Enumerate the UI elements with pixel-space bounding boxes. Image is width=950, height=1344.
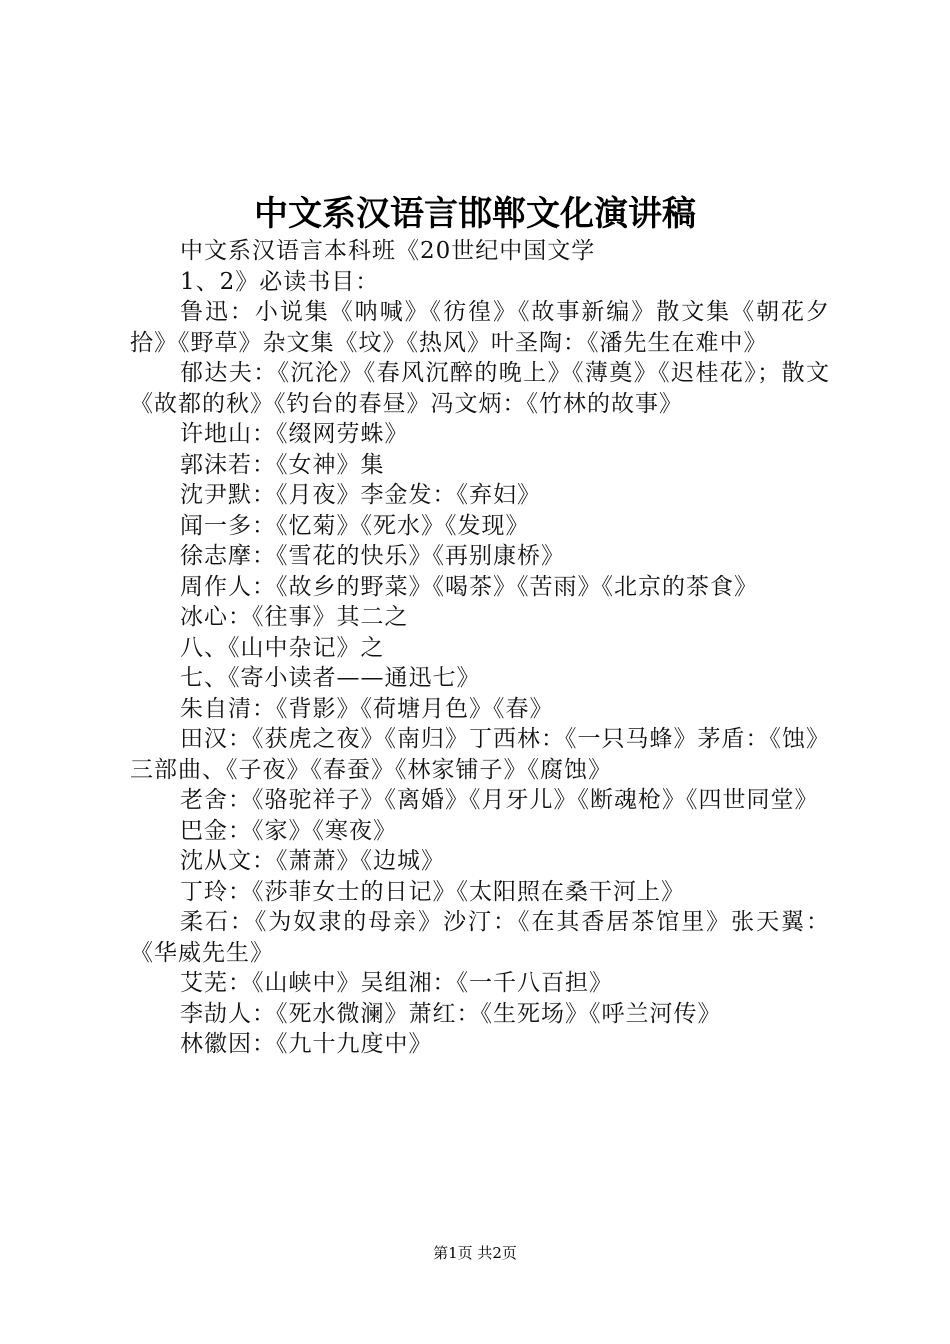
paragraph: 朱自清：《背影》《荷塘月色》《春》: [180, 695, 554, 722]
paragraph: 闻一多：《忆菊》《死水》《发现》: [180, 512, 530, 539]
paragraph: 林徽因：《九十九度中》: [180, 1031, 433, 1057]
paragraph: 郁达夫：《沉沦》《春风沉醉的晚上》《薄奠》《迟桂花》；散文《故都的秋》《钓台的春昼》冯文炳：《竹林的故事》: [130, 360, 830, 417]
page-footer: 第1页 共2页: [433, 1244, 517, 1262]
paragraph: 八、《山中杂记》之: [180, 634, 385, 661]
paragraph: 鲁迅：小说集《呐喊》《彷徨》《故事新编》散文集《朝花夕拾》《野草》杂文集《坟》《热风》叶圣陶：《潘先生在难中》: [130, 299, 830, 356]
paragraph: 艾芜：《山峡中》吴组湘：《一千八百担》: [180, 970, 613, 996]
paragraph: 周作人：《故乡的野菜》《喝茶》《苦雨》《北京的茶食》: [180, 573, 758, 600]
paragraph: 郭沫若：《女神》集: [180, 451, 385, 478]
page-title: 中文系汉语言邯郸文化演讲稿: [254, 194, 696, 234]
paragraph: 沈从文：《萧萧》《边城》: [180, 848, 445, 874]
paragraph: 冰心：《往事》其二之: [180, 604, 409, 630]
paragraph: 老舍：《骆驼祥子》《离婚》《月牙儿》《断魂枪》《四世同堂》: [180, 787, 819, 813]
paragraph: 柔石：《为奴隶的母亲》沙汀：《在其香居茶馆里》张天翼：《华威先生》: [130, 909, 830, 966]
paragraph: 许地山：《缀网劳蛛》: [180, 421, 409, 447]
paragraph: 沈尹默：《月夜》李金发：《弃妇》: [180, 482, 541, 508]
paragraph: 丁玲：《莎菲女士的日记》《太阳照在桑干河上》: [180, 878, 685, 905]
paragraph: 七、《寄小读者——通迅七》: [180, 665, 481, 691]
paragraph: 1、2》必读书目：: [180, 268, 380, 295]
paragraph: 李劼人：《死水微澜》萧红：《生死场》《呼兰河传》: [180, 1000, 722, 1027]
document-body: [130, 236, 830, 1060]
paragraph: 中文系汉语言本科班《20世纪中国文学: [180, 238, 596, 264]
paragraph: 徐志摩：《雪花的快乐》《再别康桥》: [180, 543, 565, 569]
paragraph: 田汉：《获虎之夜》《南归》丁西林：《一只马蜂》茅盾：《蚀》三部曲、《子夜》《春蚕》《林家铺子》《腐蚀》: [130, 726, 830, 783]
paragraph: 巴金：《家》《寒夜》: [180, 817, 397, 844]
